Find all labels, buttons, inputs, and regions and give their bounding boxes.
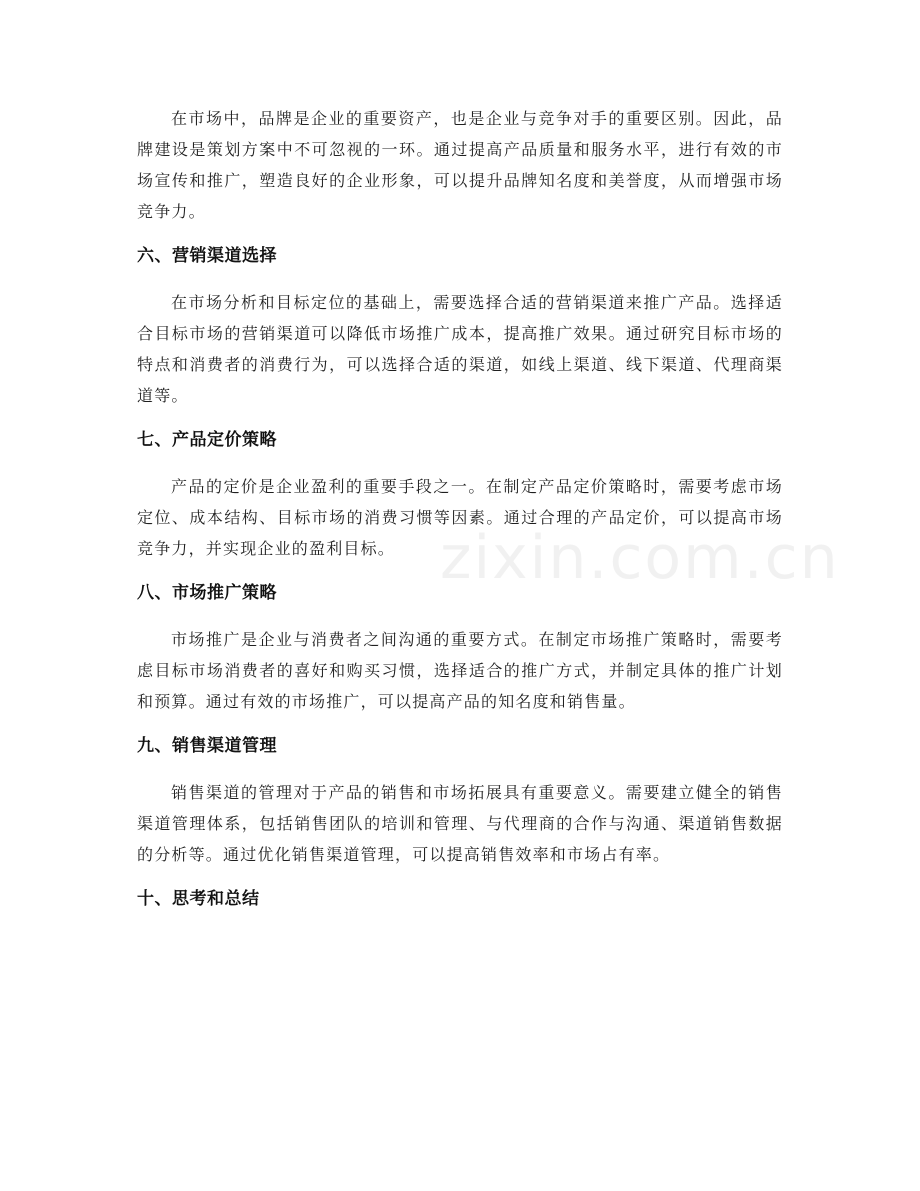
intro-paragraph: 在市场中，品牌是企业的重要资产，也是企业与竞争对手的重要区别。因此，品牌建设是策划方案中不可忽视的一环。通过提高产品质量和服务水平，进行有效的市场宣传和推广，塑造良好的企业形象，可以提升品牌知名度和美誉度，从而增强市场竞争力。 — [137, 109, 783, 221]
section-heading-6: 六、营销渠道选择 — [137, 246, 277, 266]
section-body-8: 市场推广是企业与消费者之间沟通的重要方式。在制定市场推广策略时，需要考虑目标市场消费者的喜好和购买习惯，选择适合的推广方式，并制定具体的推广计划和预算。通过有效的市场推广，可以提高产品的知名度和销售量。 — [137, 630, 783, 711]
section-body-7: 产品的定价是企业盈利的重要手段之一。在制定产品定价策略时，需要考虑市场定位、成本结构、目标市场的消费习惯等因素。通过合理的产品定价，可以提高市场竞争力，并实现企业的盈利目标。 — [137, 477, 783, 558]
section-heading-10: 十、思考和总结 — [137, 889, 260, 909]
section-body-9: 销售渠道的管理对于产品的销售和市场拓展具有重要意义。需要建立健全的销售渠道管理体系，包括销售团队的培训和管理、与代理商的合作与沟通、渠道销售数据的分析等。通过优化销售渠道管理，可以提高销售效率和市场占有率。 — [137, 783, 783, 864]
document-content — [137, 103, 783, 911]
section-heading-8: 八、市场推广策略 — [137, 583, 277, 603]
section-heading-7: 七、产品定价策略 — [137, 430, 277, 450]
watermark: zixin.com.cn — [440, 523, 840, 593]
section-body-6: 在市场分析和目标定位的基础上，需要选择合适的营销渠道来推广产品。选择适合目标市场的营销渠道可以降低市场推广成本，提高推广效果。通过研究目标市场的特点和消费者的消费行为，可以选择合适的渠道，如线上渠道、线下渠道、代理商渠道等。 — [137, 293, 783, 405]
section-heading-9: 九、销售渠道管理 — [137, 736, 277, 756]
